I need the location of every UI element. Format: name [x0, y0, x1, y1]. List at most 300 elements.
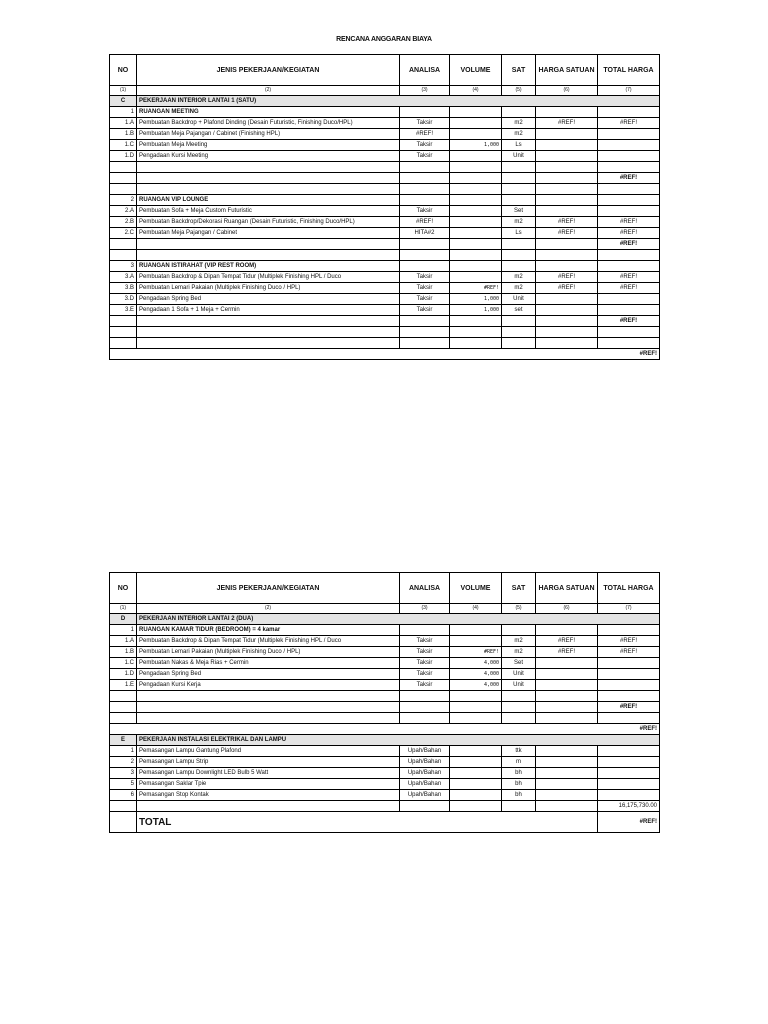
item-unit-price: [536, 680, 598, 691]
item-unit-price: [536, 140, 598, 151]
item-unit-price: [536, 779, 598, 790]
section-row: [110, 614, 660, 625]
column-header: VOLUME: [450, 55, 502, 86]
item-analisa: Upah/Bahan: [400, 757, 450, 768]
item-unit: Set: [502, 658, 536, 669]
empty-cell: [400, 239, 450, 250]
item-volume: [450, 228, 502, 239]
column-number: (3): [400, 604, 450, 614]
empty-cell: [502, 239, 536, 250]
item-description: Pembuatan Backdrop + Plafond Dinding (Desain Futuristic, Finishing Duco/HPL): [137, 118, 400, 129]
column-number-row: [110, 604, 660, 614]
empty-cell: [137, 801, 400, 812]
empty-cell: [450, 239, 502, 250]
empty-cell: [110, 801, 137, 812]
total-lantai-2: #REF!: [110, 724, 660, 735]
empty-cell: [110, 327, 137, 338]
budget-table-lantai-2: [109, 572, 660, 833]
empty-cell: [502, 250, 536, 261]
empty-cell: [450, 713, 502, 724]
blank-row: [110, 691, 660, 702]
empty-cell: [502, 107, 536, 118]
section-number: D: [110, 614, 137, 625]
empty-cell: [450, 162, 502, 173]
table-row: [110, 129, 660, 140]
empty-cell: [502, 801, 536, 812]
item-number: 1: [110, 746, 137, 757]
group-row: [110, 261, 660, 272]
column-number: (4): [450, 604, 502, 614]
empty-cell: [110, 316, 137, 327]
empty-cell: [536, 261, 598, 272]
blank-row: [110, 184, 660, 195]
item-unit-price: [536, 206, 598, 217]
table-row: [110, 647, 660, 658]
column-header: ANALISA: [400, 55, 450, 86]
item-number: 3.D: [110, 294, 137, 305]
empty-cell: [400, 184, 450, 195]
item-total-price: #REF!: [598, 636, 660, 647]
item-unit: m: [502, 757, 536, 768]
empty-cell: [502, 338, 536, 349]
item-number: 1.D: [110, 151, 137, 162]
item-description: Pembuatan Sofa + Meja Custom Futuristic: [137, 206, 400, 217]
empty-cell: [536, 702, 598, 713]
empty-cell: [110, 713, 137, 724]
item-analisa: Taksir: [400, 636, 450, 647]
empty-cell: [536, 239, 598, 250]
section-row: [110, 735, 660, 746]
item-unit: m2: [502, 283, 536, 294]
item-total-price: [598, 294, 660, 305]
item-description: Pengadaan Spring Bed: [137, 669, 400, 680]
total-row: [110, 724, 660, 735]
column-header: HARGA SATUAN: [536, 573, 598, 604]
empty-cell: [536, 801, 598, 812]
empty-cell: [598, 184, 660, 195]
column-header: JENIS PEKERJAAN/KEGIATAN: [137, 55, 400, 86]
column-header: NO: [110, 573, 137, 604]
item-number: 2.A: [110, 206, 137, 217]
item-volume: #REF!: [450, 647, 502, 658]
item-description: Pemasangan Stop Kontak: [137, 790, 400, 801]
column-header: HARGA SATUAN: [536, 55, 598, 86]
empty-cell: [502, 173, 536, 184]
item-description: Pembuatan Backdrop & Dipan Tempat Tidur (Multiplek Finishing HPL / Duco: [137, 272, 400, 283]
empty-cell: [400, 691, 450, 702]
empty-cell: [110, 812, 137, 833]
item-unit-price: #REF!: [536, 118, 598, 129]
item-unit: Unit: [502, 294, 536, 305]
item-total-price: [598, 790, 660, 801]
empty-cell: [536, 625, 598, 636]
subtotal-row: [110, 239, 660, 250]
column-number: (6): [536, 604, 598, 614]
column-header: SAT: [502, 573, 536, 604]
item-total-price: [598, 129, 660, 140]
section-number: E: [110, 735, 137, 746]
item-description: Pemasangan Lampu Gantung Plafond: [137, 746, 400, 757]
empty-cell: [450, 316, 502, 327]
item-volume: [450, 118, 502, 129]
group-number: 1: [110, 107, 137, 118]
table-row: [110, 757, 660, 768]
item-volume: 1,000: [450, 140, 502, 151]
empty-cell: [502, 195, 536, 206]
group-label: RUANGAN MEETING: [137, 107, 400, 118]
empty-cell: [536, 184, 598, 195]
empty-cell: [536, 162, 598, 173]
empty-cell: [400, 327, 450, 338]
group-number: 1: [110, 625, 137, 636]
item-volume: [450, 151, 502, 162]
item-unit: m2: [502, 118, 536, 129]
item-unit: Unit: [502, 151, 536, 162]
item-unit-price: [536, 658, 598, 669]
document-title: RENCANA ANGGARAN BIAYA: [336, 36, 432, 43]
column-header: SAT: [502, 55, 536, 86]
item-unit-price: #REF!: [536, 217, 598, 228]
item-volume: [450, 790, 502, 801]
subtotal-value: #REF!: [598, 239, 660, 250]
empty-cell: [400, 195, 450, 206]
empty-cell: [400, 250, 450, 261]
item-volume: [450, 206, 502, 217]
item-number: 1.E: [110, 680, 137, 691]
item-volume: [450, 768, 502, 779]
empty-cell: [400, 162, 450, 173]
total-value: #REF!: [598, 812, 660, 833]
item-volume: 1,000: [450, 294, 502, 305]
item-number: 6: [110, 790, 137, 801]
empty-cell: [450, 338, 502, 349]
item-unit-price: [536, 294, 598, 305]
item-volume: [450, 129, 502, 140]
item-total-price: [598, 151, 660, 162]
empty-cell: [400, 702, 450, 713]
empty-cell: [137, 250, 400, 261]
table-row: [110, 283, 660, 294]
blank-row: [110, 338, 660, 349]
blank-row: [110, 713, 660, 724]
item-volume: 4,000: [450, 680, 502, 691]
item-unit: Ls: [502, 228, 536, 239]
subtotal-value: #REF!: [598, 702, 660, 713]
item-unit: m2: [502, 636, 536, 647]
item-analisa: #REF!: [400, 129, 450, 140]
subtotal-row: [110, 801, 660, 812]
empty-cell: [450, 625, 502, 636]
item-unit: bh: [502, 779, 536, 790]
column-number: (5): [502, 604, 536, 614]
item-unit-price: [536, 151, 598, 162]
item-analisa: Taksir: [400, 647, 450, 658]
empty-cell: [400, 107, 450, 118]
table-row: [110, 305, 660, 316]
item-unit: bh: [502, 768, 536, 779]
empty-cell: [137, 338, 400, 349]
empty-cell: [450, 261, 502, 272]
item-number: 1.B: [110, 647, 137, 658]
empty-cell: [536, 195, 598, 206]
empty-cell: [450, 184, 502, 195]
item-volume: [450, 746, 502, 757]
empty-cell: [110, 184, 137, 195]
table-row: [110, 779, 660, 790]
item-volume: [450, 779, 502, 790]
item-unit: ttk: [502, 746, 536, 757]
blank-row: [110, 327, 660, 338]
item-total-price: #REF!: [598, 272, 660, 283]
empty-cell: [110, 239, 137, 250]
item-unit-price: #REF!: [536, 228, 598, 239]
item-unit: Set: [502, 206, 536, 217]
table-row: [110, 669, 660, 680]
item-number: 1.D: [110, 669, 137, 680]
group-row: [110, 625, 660, 636]
empty-cell: [137, 327, 400, 338]
item-total-price: [598, 680, 660, 691]
item-unit: m2: [502, 129, 536, 140]
table-row: [110, 768, 660, 779]
empty-cell: [110, 162, 137, 173]
empty-cell: [536, 316, 598, 327]
column-number: (3): [400, 86, 450, 96]
empty-cell: [450, 195, 502, 206]
column-number: (2): [137, 86, 400, 96]
item-description: Pemasangan Lampu Strip: [137, 757, 400, 768]
item-total-price: [598, 305, 660, 316]
column-header: NO: [110, 55, 137, 86]
table-row: [110, 118, 660, 129]
empty-cell: [450, 173, 502, 184]
empty-cell: [536, 338, 598, 349]
item-analisa: Upah/Bahan: [400, 768, 450, 779]
item-number: 5: [110, 779, 137, 790]
column-number: (6): [536, 86, 598, 96]
item-unit: m2: [502, 647, 536, 658]
empty-cell: [536, 327, 598, 338]
item-number: 2.B: [110, 217, 137, 228]
total-row: [110, 349, 660, 360]
table-row: [110, 658, 660, 669]
empty-cell: [137, 316, 400, 327]
item-number: 1.C: [110, 658, 137, 669]
item-unit: Unit: [502, 680, 536, 691]
empty-cell: [536, 107, 598, 118]
empty-cell: [137, 713, 400, 724]
empty-cell: [110, 173, 137, 184]
item-volume: [450, 757, 502, 768]
item-total-price: #REF!: [598, 283, 660, 294]
table-row: [110, 636, 660, 647]
item-description: Pemasangan Saklar Tpie: [137, 779, 400, 790]
empty-cell: [502, 162, 536, 173]
elektrikal-total-value: 16,175,730.00: [598, 801, 660, 812]
column-header: JENIS PEKERJAAN/KEGIATAN: [137, 573, 400, 604]
table-row: [110, 151, 660, 162]
item-volume: 4,000: [450, 658, 502, 669]
subtotal-row: [110, 702, 660, 713]
column-number: (7): [598, 604, 660, 614]
empty-cell: [598, 162, 660, 173]
item-description: Pengadaan Kursi Meeting: [137, 151, 400, 162]
empty-cell: [137, 162, 400, 173]
empty-cell: [450, 801, 502, 812]
empty-cell: [400, 713, 450, 724]
item-description: Pembuatan Meja Meeting: [137, 140, 400, 151]
item-volume: 1,000: [450, 305, 502, 316]
empty-cell: [450, 107, 502, 118]
item-total-price: [598, 206, 660, 217]
column-number: (5): [502, 86, 536, 96]
item-number: 1.B: [110, 129, 137, 140]
item-analisa: Taksir: [400, 140, 450, 151]
item-unit-price: [536, 669, 598, 680]
item-analisa: Upah/Bahan: [400, 746, 450, 757]
table-row: [110, 228, 660, 239]
item-description: Pembuatan Lemari Pakaian (Multiplek Finishing Duco / HPL): [137, 647, 400, 658]
item-description: Pembuatan Backdrop & Dipan Tempat Tidur (Multiplek Finishing HPL / Duco: [137, 636, 400, 647]
empty-cell: [598, 250, 660, 261]
blank-row: [110, 250, 660, 261]
empty-cell: [137, 173, 400, 184]
column-number: (7): [598, 86, 660, 96]
item-analisa: Taksir: [400, 283, 450, 294]
total-label: TOTAL: [137, 812, 598, 833]
empty-cell: [536, 173, 598, 184]
empty-cell: [598, 691, 660, 702]
item-unit: m2: [502, 217, 536, 228]
empty-cell: [450, 327, 502, 338]
item-analisa: Taksir: [400, 658, 450, 669]
item-description: Pembuatan Lemari Pakaian (Multiplek Finishing Duco / HPL): [137, 283, 400, 294]
section-number: C: [110, 96, 137, 107]
item-description: Pengadaan Spring Bed: [137, 294, 400, 305]
column-number: (4): [450, 86, 502, 96]
empty-cell: [400, 173, 450, 184]
empty-cell: [598, 625, 660, 636]
item-analisa: #REF!: [400, 217, 450, 228]
item-number: 1.A: [110, 118, 137, 129]
grand-total-lantai-1: #REF!: [110, 349, 660, 360]
table-row: [110, 294, 660, 305]
empty-cell: [110, 702, 137, 713]
group-row: [110, 195, 660, 206]
group-number: 3: [110, 261, 137, 272]
item-total-price: [598, 658, 660, 669]
section-label: PEKERJAAN INTERIOR LANTAI 1 (SATU): [137, 96, 660, 107]
empty-cell: [450, 691, 502, 702]
table-row: [110, 790, 660, 801]
blank-row: [110, 162, 660, 173]
empty-cell: [598, 338, 660, 349]
empty-cell: [450, 702, 502, 713]
empty-cell: [400, 261, 450, 272]
column-number-row: [110, 86, 660, 96]
item-unit-price: [536, 129, 598, 140]
empty-cell: [536, 713, 598, 724]
section-label: PEKERJAAN INSTALASI ELEKTRIKAL DAN LAMPU: [137, 735, 660, 746]
empty-cell: [110, 250, 137, 261]
empty-cell: [450, 250, 502, 261]
subtotal-value: #REF!: [598, 316, 660, 327]
empty-cell: [110, 338, 137, 349]
item-total-price: [598, 746, 660, 757]
item-analisa: HITA#2: [400, 228, 450, 239]
item-total-price: #REF!: [598, 217, 660, 228]
group-label: RUANGAN KAMAR TIDUR (BEDROOM) = 4 kamar: [137, 625, 400, 636]
column-number: (2): [137, 604, 400, 614]
item-volume: [450, 272, 502, 283]
item-total-price: [598, 140, 660, 151]
empty-cell: [502, 261, 536, 272]
group-label: RUANGAN ISTIRAHAT (VIP REST ROOM): [137, 261, 400, 272]
item-description: Pembuatan Backdrop/Dekorasi Ruangan (Desain Futuristic, Finishing Duco/HPL): [137, 217, 400, 228]
empty-cell: [137, 691, 400, 702]
item-total-price: [598, 757, 660, 768]
item-unit-price: #REF!: [536, 272, 598, 283]
empty-cell: [137, 702, 400, 713]
column-number: (1): [110, 604, 137, 614]
table-row: [110, 217, 660, 228]
item-analisa: Taksir: [400, 669, 450, 680]
empty-cell: [536, 250, 598, 261]
item-unit-price: #REF!: [536, 647, 598, 658]
item-unit: Ls: [502, 140, 536, 151]
item-description: Pengadaan 1 Sofa + 1 Meja + Cermin: [137, 305, 400, 316]
empty-cell: [137, 184, 400, 195]
item-number: 1.C: [110, 140, 137, 151]
empty-cell: [400, 625, 450, 636]
header-row: [110, 573, 660, 604]
item-unit: set: [502, 305, 536, 316]
grand-total-row: [110, 812, 660, 833]
subtotal-row: [110, 173, 660, 184]
empty-cell: [400, 316, 450, 327]
item-volume: 4,000: [450, 669, 502, 680]
item-number: 3: [110, 768, 137, 779]
empty-cell: [502, 702, 536, 713]
column-header: TOTAL HARGA: [598, 573, 660, 604]
group-label: RUANGAN VIP LOUNGE: [137, 195, 400, 206]
column-header: ANALISA: [400, 573, 450, 604]
item-number: 2: [110, 757, 137, 768]
empty-cell: [400, 338, 450, 349]
empty-cell: [598, 261, 660, 272]
item-total-price: [598, 779, 660, 790]
item-total-price: [598, 669, 660, 680]
section-label: PEKERJAAN INTERIOR LANTAI 2 (DUA): [137, 614, 660, 625]
item-analisa: Taksir: [400, 272, 450, 283]
budget-table-lantai-1: [109, 54, 660, 360]
item-unit-price: #REF!: [536, 636, 598, 647]
empty-cell: [502, 625, 536, 636]
empty-cell: [110, 691, 137, 702]
empty-cell: [598, 327, 660, 338]
item-total-price: #REF!: [598, 118, 660, 129]
item-unit-price: [536, 757, 598, 768]
header-row: [110, 55, 660, 86]
item-unit-price: [536, 790, 598, 801]
column-header: VOLUME: [450, 573, 502, 604]
item-unit-price: #REF!: [536, 283, 598, 294]
empty-cell: [502, 184, 536, 195]
item-volume: [450, 636, 502, 647]
empty-cell: [598, 713, 660, 724]
item-analisa: Taksir: [400, 118, 450, 129]
item-volume: #REF!: [450, 283, 502, 294]
